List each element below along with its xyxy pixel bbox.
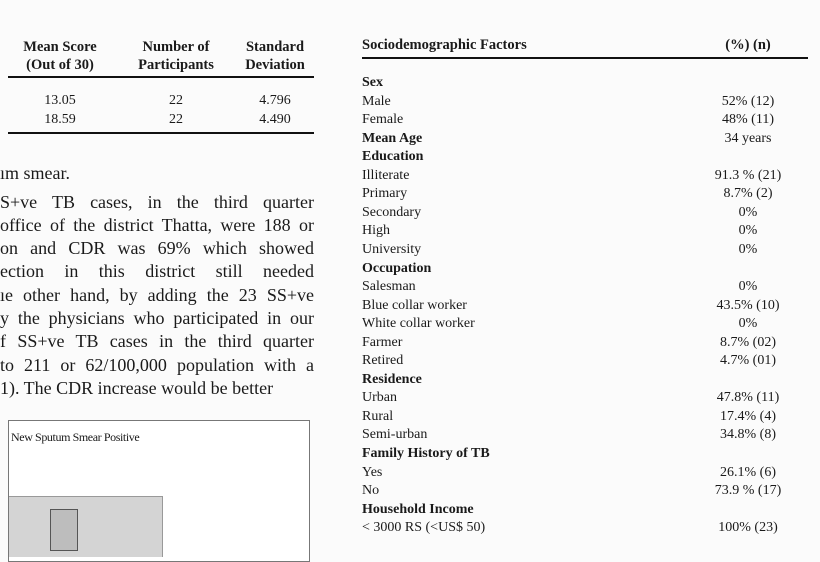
- row-label: Rural: [362, 408, 394, 424]
- header-percent-n: (%) (n): [725, 37, 771, 53]
- table-row: [362, 334, 808, 353]
- paragraph-line: ım smear.: [0, 163, 70, 183]
- row-label: Male: [362, 93, 391, 109]
- table-row: [362, 352, 808, 371]
- row-label: Female: [362, 112, 404, 128]
- paragraph-line: S+ve TB cases, in the third quarter: [0, 192, 314, 212]
- row-label: White collar worker: [362, 316, 475, 332]
- cell-std-1: 4.796: [259, 93, 291, 108]
- paragraph-line: to 211 or 62/100,000 population with a: [0, 355, 314, 375]
- row-label: University: [362, 241, 422, 257]
- table-section-row: [362, 445, 808, 464]
- score-table: [0, 0, 314, 135]
- row-value: 34 years: [724, 130, 772, 146]
- header-mean-score-line1: Mean Score: [23, 39, 97, 55]
- bottom-rule: [8, 132, 314, 134]
- row-label: Semi-urban: [362, 427, 428, 443]
- row-value: 0%: [738, 316, 758, 332]
- table-row: [362, 278, 808, 297]
- row-value: 0%: [738, 204, 758, 220]
- figure-label: New Sputum Smear Positive: [11, 430, 140, 444]
- row-value: 0%: [738, 223, 758, 239]
- row-label: Secondary: [362, 204, 422, 220]
- row-label: Farmer: [362, 334, 403, 350]
- section-label: Sex: [362, 75, 383, 90]
- row-label: Salesman: [362, 279, 416, 295]
- cell-std-2: 4.490: [259, 112, 291, 127]
- section-label: Education: [362, 149, 424, 165]
- header-participants-line1: Number of: [142, 39, 210, 55]
- section-label: Family History of TB: [362, 446, 490, 461]
- table-row: [362, 482, 808, 501]
- header-factors: Sociodemographic Factors: [362, 37, 527, 53]
- row-value: 47.8% (11): [716, 390, 780, 406]
- table-row: [362, 111, 808, 130]
- table-row: [362, 241, 808, 260]
- paragraph-line: f SS+ve TB cases in the third quarter: [0, 331, 314, 351]
- row-label: Primary: [362, 186, 408, 202]
- table-row: [362, 389, 808, 408]
- table-row: [362, 426, 808, 445]
- row-value: 26.1% (6): [720, 464, 776, 480]
- row-label: Retired: [362, 353, 404, 369]
- header-rule: [362, 57, 808, 59]
- table-row: [362, 297, 808, 316]
- row-value: 0%: [738, 241, 758, 257]
- figure-bar: [50, 509, 78, 551]
- table-section-row: [362, 260, 808, 279]
- section-label: Residence: [362, 371, 422, 387]
- section-label: Household Income: [362, 501, 474, 517]
- row-label: No: [362, 483, 380, 499]
- paragraph-line: ection in this district still needed: [0, 261, 314, 281]
- section-label: Mean Age: [362, 130, 423, 146]
- sociodemographic-table: [358, 0, 812, 547]
- row-value: 0%: [738, 279, 758, 295]
- header-std-dev: [236, 38, 314, 74]
- row-label: < 3000 RS (<US$ 50): [362, 520, 486, 536]
- row-value: 73.9 % (17): [714, 483, 782, 499]
- row-label: Yes: [362, 464, 383, 480]
- cell-mean-2: 18.59: [44, 112, 76, 127]
- table-row: [362, 185, 808, 204]
- header-mean-score-line2: (Out of 30): [26, 57, 94, 73]
- table-row: [362, 167, 808, 186]
- row-label: High: [362, 223, 390, 239]
- row-value: 52% (12): [721, 93, 775, 109]
- table-section-row: [362, 148, 808, 167]
- row-value: 43.5% (10): [716, 297, 780, 313]
- paragraph-line: on and CDR was 69% which showed: [0, 238, 314, 258]
- cell-participants-2: 22: [169, 112, 183, 127]
- row-label: Blue collar worker: [362, 297, 467, 313]
- table-row: [362, 315, 808, 334]
- row-value: 100% (23): [718, 520, 778, 536]
- table-section-row: [362, 74, 808, 93]
- row-value: 17.4% (4): [720, 408, 776, 424]
- cell-mean-1: 13.05: [44, 93, 76, 108]
- header-rule: [8, 76, 314, 78]
- row-value: 8.7% (2): [723, 186, 773, 202]
- header-std-dev-line1: Standard: [245, 39, 305, 55]
- row-value: 4.7% (01): [720, 353, 776, 369]
- table-row: [362, 222, 808, 241]
- paragraph-line: 1). The CDR increase would be better: [0, 378, 274, 398]
- table-section-row: [362, 130, 808, 149]
- paragraph-line: office of the district Thatta, were 188 or: [0, 215, 314, 235]
- row-value: 8.7% (02): [720, 334, 776, 350]
- row-label: Urban: [362, 390, 397, 406]
- header-std-dev-line2: Deviation: [245, 57, 305, 73]
- table-row: [362, 204, 808, 223]
- cell-participants-1: 22: [169, 93, 183, 108]
- section-label: Occupation: [362, 260, 432, 276]
- header-participants-line2: Participants: [138, 57, 214, 73]
- header-participants: [128, 38, 224, 74]
- row-value: 34.8% (8): [720, 427, 776, 443]
- paragraph-line: ıe other hand, by adding the 23 SS+ve: [0, 285, 314, 305]
- table-row: [362, 464, 808, 483]
- paragraph-line: y the physicians who participated in our: [0, 308, 314, 328]
- table-section-row: [362, 501, 808, 520]
- row-value: 48% (11): [722, 112, 774, 128]
- figure-plot-area: [9, 496, 163, 557]
- table-section-row: [362, 371, 808, 390]
- header-mean-score: [10, 38, 110, 74]
- row-label: Illiterate: [362, 167, 410, 183]
- table-row: [362, 519, 808, 538]
- row-value: 91.3 % (21): [714, 167, 782, 183]
- table-row: [362, 408, 808, 427]
- table-row: [362, 93, 808, 112]
